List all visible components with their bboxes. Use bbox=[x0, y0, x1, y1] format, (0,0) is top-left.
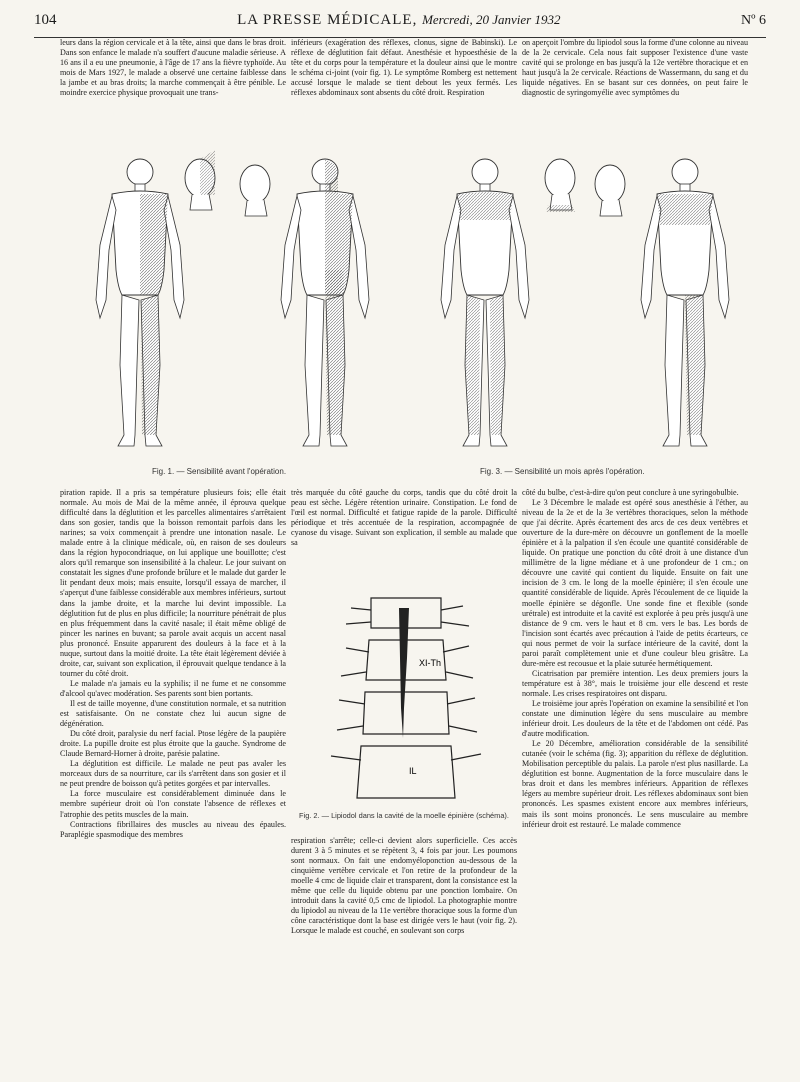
paragraph: côté du bulbe, c'est-à-dire qu'on peut conclure à une syringobulbie. bbox=[522, 488, 739, 497]
page-header bbox=[34, 12, 766, 38]
top-column-2 bbox=[291, 38, 517, 150]
anatomical-figures bbox=[60, 150, 750, 465]
body-column-2-top bbox=[291, 488, 517, 588]
fig2-label-th: XI-Th bbox=[419, 658, 442, 668]
fig1-front-view bbox=[96, 159, 184, 446]
paragraph: respiration s'arrête; celle-ci devient alors superficielle. Ces accès durent 3 à 5 minutes et se répètent 3, 4 fois par jour. Les poumons sont normaux. On fait une endomyéloponction au-dessous de la cinquième vertèbre cervicale et l'on retire de la profondeur de la moelle 4 cmc de liquide clair et transparent, dont la consistance est la même que celle du liquide obtenu par une ponction lombaire. On introduit dans la cavité 0,5 cmc de lipiodol. La photographie montre du lipiodol au niveau de la 11e vertèbre thoracique sous la forme d'un cône caractéristique dont la base est dirigée vers le haut (voir fig. 2). Lorsque le malade est couché, en soulevant son corps bbox=[291, 836, 517, 936]
paragraph: leurs dans la région cervicale et à la tête, ainsi que dans le bras droit. Dans son enfance le malade n'a souffert d'aucune maladie sérieuse. A 16 ans il a eu une pneumonie, à l'âge de 17 ans la fièvre typhoïde. Au mois de Mars 1927, le malade a observé une certaine faiblesse dans la jambe et au bras droits; la marche commençait à être pénible. Le moindre exercice physique provoquait une trans- bbox=[60, 38, 286, 98]
paragraph: Le 20 Décembre, amélioration considérable de la sensibilité cutanée (voir le schéma (fig. 3); apparition du réflexe de déglutition. Mobilisation perceptible du palais. La parole n'est plus nasillarde. La déglutition est bonne. Augmentation de la force musculaire dans le bras droit et dans les membres inférieurs. Apparition de réflexes légers au membre supérieur droit. Les réflexes abdominaux sont bien prononcés. Les spasmes existent encore aux membres inférieurs, mais ils sont moins prononcés. Le sens musculaire au membre inférieur droit est restauré. Le malade commence bbox=[522, 739, 748, 829]
fig2-caption: Fig. 2. — Lipiodol dans la cavité de la moelle épinière (schéma). bbox=[299, 811, 509, 820]
paragraph: Cicatrisation par première intention. Les deux premiers jours la température est à 38°, mais le troisième jour elle descend et reste normale. Les crises respiratoires ont disparu. bbox=[522, 668, 748, 698]
fig2-label-l: IL bbox=[409, 766, 417, 776]
body-column-2-bottom bbox=[291, 836, 517, 1068]
body-column-3 bbox=[522, 488, 748, 1068]
fig1-head-views bbox=[185, 150, 270, 216]
fig3-back-view bbox=[641, 159, 729, 446]
fig3-head-views bbox=[545, 159, 625, 216]
body-column-1 bbox=[60, 488, 286, 1068]
paragraph: piration rapide. Il a pris sa température plusieurs fois; elle était normale. Au mois de Mai de la même année, il éprouva quelque difficulté dans la déglutition et les parcelles alimentaires s'arrêtaient dans son gosier, tandis que la boisson remontait parfois dans les narines; sa voix commençait à prendre une intonation nasale. Le malade entre à la clinique médicale, où, en raison de ses douleurs dans la région hypocondriaque, on lui applique une bouillotte; c'est alors qu'il remarque son insensibilité à la chaleur. Le jour suivant on constatait les signes d'une profonde brûlure et le malade dut garder le lit pendant deux mois; mais ensuite, lorsqu'il essaya de marcher, il s'aperçut d'une faiblesse considérable aux membres inférieurs, surtout dans la jambe droite, et la marche lui devint impossible. La déglutition fut de plus en plus difficile; la nourriture pénétrait de plus en plus fréquemment dans la cavité nasale; il était même obligé de pincer les narines en buvant; sa parole avait acquis un accent nasal plus prononcé. Ensuite apparurent des douleurs à la face et à la nuque, surtout dans la moitié droite. La tête était légèrement déviée à droite, car, suivant son explication, il éprouvait quelque tendance à la tourner du côté droit. bbox=[60, 488, 286, 678]
paragraph: La force musculaire est considérablement diminuée dans le membre supérieur droit où l'on constate l'absence de réflexes et l'atrophie des petits muscles de la main. bbox=[60, 789, 286, 819]
fig2-spine-diagram bbox=[291, 588, 517, 808]
page-number: 104 bbox=[34, 12, 57, 28]
paragraph: Le malade n'a jamais eu la syphilis; il ne fume et ne consomme d'alcool qu'avec modération. Ses parents sont bien portants. bbox=[60, 678, 286, 698]
journal-title bbox=[237, 12, 560, 29]
fig1-caption: Fig. 1. — Sensibilité avant l'opération. bbox=[152, 467, 287, 476]
journal-name: LA PRESSE MÉDICALE, bbox=[237, 12, 418, 28]
paragraph: Du côté droit, paralysie du nerf facial. Ptose légère de la paupière droite. La pupille droite est plus étroite que la gauche. Syndrome de Claude Bernard-Horner à droite, parésie palatine. bbox=[60, 729, 286, 759]
paragraph: Il est de taille moyenne, d'une constitution normale, et sa nutrition est satisfaisante. On ne constate chez lui aucun signe de dégénération. bbox=[60, 698, 286, 729]
paragraph: on aperçoit l'ombre du lipiodol sous la forme d'une colonne au niveau de la 2e cervicale. Cela nous fait supposer l'existence d'une vaste cavité qui se prolonge en bas jusqu'à la 12e vertèbre thoracique et en haut jusqu'à la 2e cervicale. Réactions de Wassermann, du sang et du liquide négatives. En se basant sur ces données, on peut faire le diagnostic de syringomyélie avec symptômes du bbox=[522, 38, 748, 98]
fig1-back-view bbox=[281, 159, 369, 446]
paragraph: Le 3 Décembre le malade est opéré sous anesthésie à l'éther, au niveau de la 2e et de la 3e vertèbres thoraciques, selon la méthode que j'ai décrite. Après écartement des arcs de ces deux vertèbres et ouverture de la dure-mère on découvre un gonflement de la moelle épinière et à la palpation il s'en écoule une quantité considérable de liquide. On pratique une ponction du côté droit à une distance d'un millimètre de la ligne médiane et à une profondeur de 1 cm.; on découvre une cavité qui contient du liquide. Ensuite on fait une incision de 3 cm. le long de la moelle épinière; il s'en écoule une quantité considérable de liquide. Après l'écoulement de ce liquide la moelle épinière se dégonfle. Une sonde fine et flexible (sonde urétrale) est introduite et la cavité est explorée à peu près jusqu'à une distance de 9 cm. vers le haut et 8 cm. vers le bas. Les bords de l'incision sont écartés avec précaution à l'aide de petits écarteurs, ce qui nous permet de voir la surface intérieure de la cavité, dont la paroi paraît complètement unie et d'une couleur bleu grisâtre. La dure-mère est recousue et la plaie suturée hermétiquement. bbox=[522, 498, 748, 668]
spine-schema bbox=[291, 588, 517, 808]
top-column-1 bbox=[60, 38, 286, 150]
paragraph: très marquée du côté gauche du corps, tandis que du côté droit la peau est sèche. Légère rétention urinaire. Constipation. Le fond de l'œil est normal. Difficulté et fatigue rapide de la parole. Difficulté périodique et très accentuée de la respiration, accompagnée de cyanose du visage. Suivant son explication, il semble au malade que sa bbox=[291, 488, 517, 548]
paragraph: Le troisième jour après l'opération on examine la sensibilité et l'on constate une diminution légère du sens musculaire au membre inférieur droit. Les douleurs de la tête et de l'abdomen ont cédé. Pas d'autre modification. bbox=[522, 698, 748, 739]
issue-date: Mercredi, 20 Janvier 1932 bbox=[422, 12, 561, 27]
fig3-caption: Fig. 3. — Sensibilité un mois après l'opération. bbox=[480, 467, 645, 476]
paragraph: Contractions fibrillaires des muscles au niveau des épaules. Paraplégie spasmodique des membres bbox=[60, 819, 286, 839]
top-column-3 bbox=[522, 38, 748, 150]
figures-band bbox=[60, 150, 750, 480]
paragraph: La déglutition est difficile. Le malade ne peut pas avaler les morceaux durs de sa nourriture, car ils s'arrêtent dans son gosier et il ne peut prendre de boisson qu'à petites gorgées et par intervalles. bbox=[60, 759, 286, 789]
fig3-front-view bbox=[441, 159, 529, 446]
issue-number: Nº 6 bbox=[741, 13, 766, 28]
paragraph: inférieurs (exagération des réflexes, clonus, signe de Babinski). Le réflexe de déglutition fait défaut. Anesthésie et hypoesthésie de la tête et du corps pour la température et la douleur ainsi que le montre le schéma ci-joint (voir fig. 1). Le symptôme Romberg est nettement accusé lorsque le malade se tient debout les yeux fermés. Les réflexes abdominaux sont absents du côté droit. Respiration bbox=[291, 38, 517, 98]
